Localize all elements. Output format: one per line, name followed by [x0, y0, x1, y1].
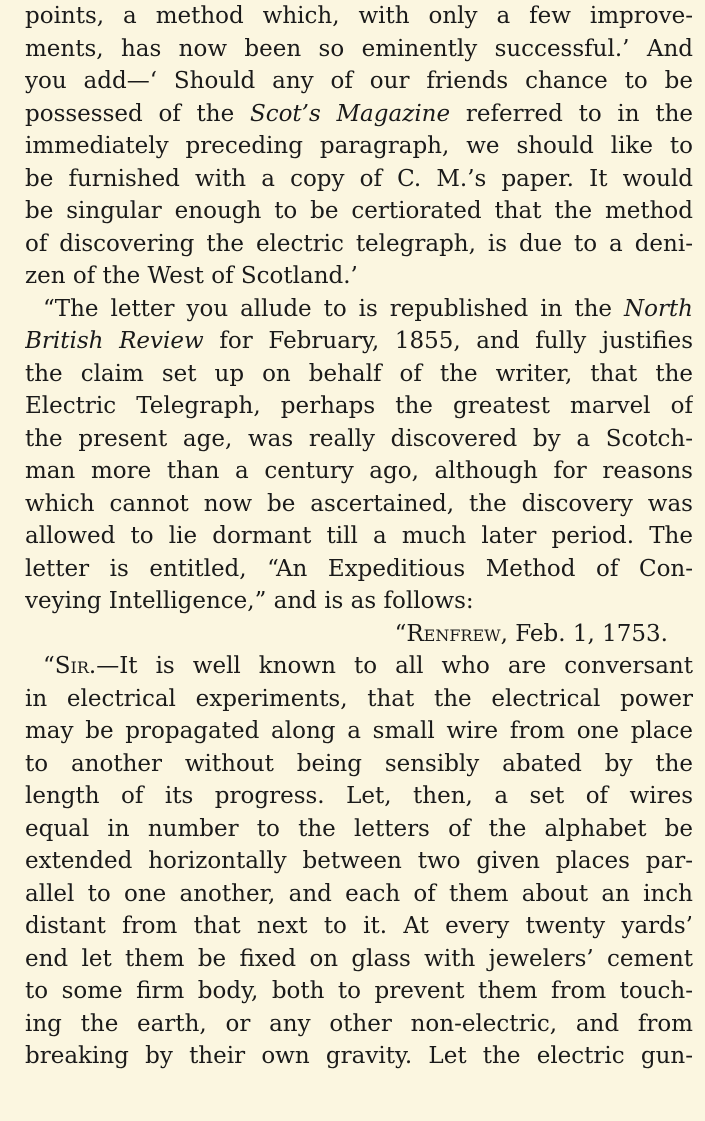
text-line: “Sir.—It is well known to all who are conversant — [43, 653, 693, 679]
text-line: be singular enough to be certiorated that the method — [25, 198, 693, 224]
text-line: end let them be fixed on glass with jewelers’ cement — [25, 945, 693, 972]
text-line: “The letter you allude to is republished in the North — [43, 295, 693, 322]
text-line: you add—‘ Should any of our friends chance to be — [25, 68, 693, 94]
text-line: British Review for February, 1855, and fully justifies — [25, 328, 693, 354]
letter-dateline: “Renfrew, Feb. 1, 1753. — [394, 620, 668, 647]
text-line: Electric Telegraph, perhaps the greatest marvel of — [25, 393, 693, 419]
text-line: to some firm body, both to prevent them from touch- — [25, 978, 693, 1004]
text-line: of discovering the electric telegraph, is due to a deni- — [25, 230, 693, 257]
text-line: in electrical experiments, that the electrical power — [25, 685, 693, 712]
text-line: length of its progress. Let, then, a set of wires — [25, 783, 693, 809]
text-line: the claim set up on behalf of the writer, that the — [25, 360, 693, 387]
text-line: the present age, was really discovered by a Scotch- — [25, 425, 693, 452]
text-line: distant from that next to it. At every twenty yards’ — [25, 913, 693, 939]
text-line: veying Intelligence,” and is as follows: — [25, 588, 474, 614]
text-line: allowed to lie dormant till a much later period. The — [25, 523, 693, 549]
text-line: extended horizontally between two given places par- — [25, 848, 693, 874]
text-line: man more than a century ago, although for reasons — [25, 458, 693, 484]
text-line: be furnished with a copy of C. M.’s paper. It would — [25, 165, 693, 192]
text-line: letter is entitled, “An Expeditious Method of Con- — [25, 555, 693, 582]
text-line: allel to one another, and each of them about an inch — [25, 880, 693, 907]
text-line: possessed of the Scot’s Magazine referred to in the — [25, 100, 693, 127]
text-line: points, a method which, with only a few improve- — [25, 3, 693, 29]
text-line: ing the earth, or any other non-electric, and from — [25, 1010, 693, 1037]
text-line: zen of the West of Scotland.’ — [25, 263, 358, 289]
text-line: which cannot now be ascertained, the discovery was — [25, 490, 693, 517]
text-line: to another without being sensibly abated by the — [25, 750, 693, 777]
text-line: immediately preceding paragraph, we should like to — [25, 133, 693, 159]
text-line: breaking by their own gravity. Let the electric gun- — [25, 1043, 693, 1069]
text-line: ments, has now been so eminently successful.’ And — [25, 35, 693, 62]
text-line: may be propagated along a small wire from one place — [25, 718, 693, 744]
text-line: equal in number to the letters of the alphabet be — [25, 815, 693, 842]
